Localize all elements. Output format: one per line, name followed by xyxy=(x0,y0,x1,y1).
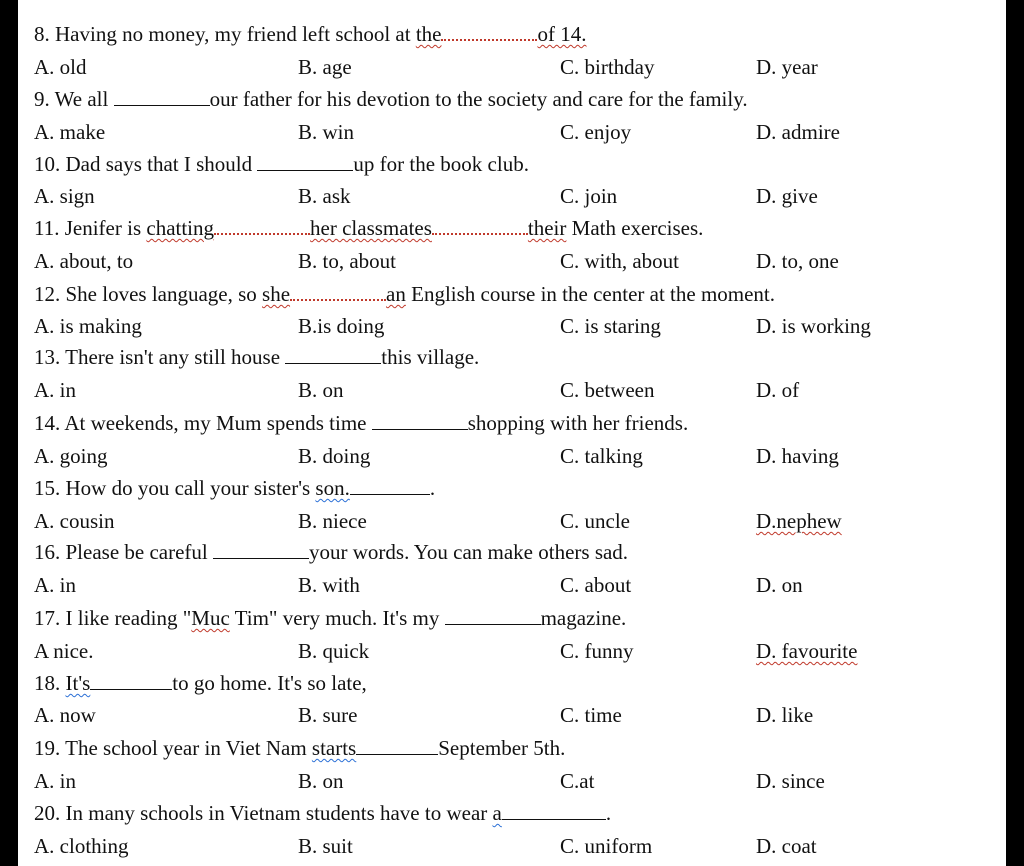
question-text: English course in the center at the moment. xyxy=(405,282,776,306)
option-c[interactable]: C. join xyxy=(560,184,618,208)
option-d[interactable]: D. give xyxy=(756,184,818,208)
option-d[interactable]: D. having xyxy=(756,444,839,468)
answer-blank[interactable] xyxy=(356,734,438,755)
option-b[interactable]: B. niece xyxy=(298,509,367,533)
option-a[interactable]: A. in xyxy=(34,378,76,402)
answer-blank[interactable] xyxy=(257,150,353,171)
options-15 xyxy=(34,505,994,537)
question-text: September 5th. xyxy=(438,736,566,760)
question-text: 19. The school year in Viet Nam xyxy=(34,736,312,760)
option-a[interactable]: A. sign xyxy=(34,184,95,208)
question-text: shopping with her friends. xyxy=(467,411,689,435)
question-text: 11. Jenifer is xyxy=(34,216,147,240)
answer-blank[interactable] xyxy=(213,538,309,559)
question-12 xyxy=(34,278,994,310)
question-16 xyxy=(34,536,994,568)
option-b[interactable]: B. to, about xyxy=(298,249,396,273)
option-a[interactable]: A. in xyxy=(34,573,76,597)
answer-blank[interactable] xyxy=(350,474,430,495)
options-19 xyxy=(34,765,994,797)
answer-blank[interactable] xyxy=(432,213,528,235)
question-text-marked: It's xyxy=(65,671,91,695)
option-b[interactable]: B. age xyxy=(298,55,352,79)
question-text: your words. You can make others sad. xyxy=(309,540,629,564)
question-11 xyxy=(34,212,994,244)
question-text: 16. Please be careful xyxy=(34,540,214,564)
question-text: this village. xyxy=(381,345,480,369)
question-text-marked: Muc xyxy=(191,606,230,630)
question-19 xyxy=(34,732,994,764)
question-text-marked: of 14. xyxy=(537,22,587,46)
question-text: 20. In many schools in Vietnam students have to wear xyxy=(34,801,493,825)
option-d[interactable]: D. since xyxy=(756,769,825,793)
option-d[interactable]: D. is working xyxy=(756,314,871,338)
question-9 xyxy=(34,83,994,115)
options-8 xyxy=(34,51,994,83)
option-d[interactable]: D. favourite xyxy=(756,639,858,663)
question-text-marked: starts xyxy=(311,736,357,760)
options-16 xyxy=(34,569,994,601)
question-15 xyxy=(34,472,994,504)
option-c[interactable]: C. funny xyxy=(560,639,634,663)
option-b[interactable]: B.is doing xyxy=(298,314,385,338)
option-c[interactable]: C. between xyxy=(560,378,655,402)
option-b[interactable]: B. on xyxy=(298,769,344,793)
option-c[interactable]: C. time xyxy=(560,703,622,727)
option-d[interactable]: D. of xyxy=(756,378,800,402)
question-text: 13. There isn't any still house xyxy=(34,345,286,369)
question-13 xyxy=(34,341,994,373)
option-b[interactable]: B. with xyxy=(298,573,360,597)
question-text-marked: she xyxy=(262,282,291,306)
question-text: Tim" very much. It's my xyxy=(229,606,445,630)
options-18 xyxy=(34,699,994,731)
question-text: 17. I like reading " xyxy=(34,606,192,630)
answer-blank[interactable] xyxy=(441,19,537,41)
question-text-marked: their xyxy=(527,216,567,240)
option-a[interactable]: A. going xyxy=(34,444,108,468)
question-17 xyxy=(34,602,994,634)
answer-blank[interactable] xyxy=(114,85,210,106)
option-c[interactable]: C. about xyxy=(560,573,632,597)
question-text: 10. Dad says that I should xyxy=(34,152,258,176)
question-text: 8. Having no money, my friend left school at xyxy=(34,22,416,46)
option-c[interactable]: C. uniform xyxy=(560,834,653,858)
option-d[interactable]: D. year xyxy=(756,55,818,79)
options-13 xyxy=(34,374,994,406)
question-text: . xyxy=(605,801,612,825)
options-9 xyxy=(34,116,994,148)
option-c[interactable]: C. with, about xyxy=(560,249,679,273)
answer-blank[interactable] xyxy=(90,669,172,690)
question-10 xyxy=(34,148,994,180)
question-text: 14. At weekends, my Mum spends time xyxy=(34,411,372,435)
options-10 xyxy=(34,180,994,212)
option-b[interactable]: B. on xyxy=(298,378,344,402)
question-8 xyxy=(34,18,994,50)
option-c[interactable]: C. enjoy xyxy=(560,120,632,144)
option-a[interactable]: A. cousin xyxy=(34,509,115,533)
option-b[interactable]: B. suit xyxy=(298,834,353,858)
option-b[interactable]: B. ask xyxy=(298,184,351,208)
option-a[interactable]: A. make xyxy=(34,120,106,144)
question-text-marked: a xyxy=(492,801,502,825)
option-d[interactable]: D.nephew xyxy=(756,509,842,533)
question-text-marked: the xyxy=(415,22,442,46)
question-text: 12. She loves language, so xyxy=(34,282,263,306)
answer-blank[interactable] xyxy=(372,409,468,430)
question-text-marked: an xyxy=(386,282,406,306)
question-text: Math exercises. xyxy=(566,216,704,240)
options-12 xyxy=(34,310,994,342)
option-c[interactable]: C.at xyxy=(560,769,595,793)
option-c[interactable]: C. is staring xyxy=(560,314,661,338)
option-d[interactable]: D. admire xyxy=(756,120,840,144)
options-14 xyxy=(34,440,994,472)
question-text: 15. How do you call your sister's xyxy=(34,476,316,500)
question-text: 18. xyxy=(34,671,66,695)
question-text: up for the book club. xyxy=(353,152,529,176)
options-20 xyxy=(34,830,994,862)
option-c[interactable]: C. uncle xyxy=(560,509,630,533)
question-14 xyxy=(34,407,994,439)
question-text-marked: her classmates xyxy=(310,216,432,240)
answer-blank[interactable] xyxy=(214,213,310,235)
option-d[interactable]: D. like xyxy=(756,703,814,727)
option-a[interactable]: A. about, to xyxy=(34,249,134,273)
answer-blank[interactable] xyxy=(290,279,386,301)
question-20 xyxy=(34,797,994,829)
question-text-marked: chatting xyxy=(146,216,215,240)
option-b[interactable]: B. quick xyxy=(298,639,370,663)
options-17 xyxy=(34,635,994,667)
option-a[interactable]: A. in xyxy=(34,769,76,793)
answer-blank[interactable] xyxy=(445,604,541,625)
question-18 xyxy=(34,667,994,699)
option-a[interactable]: A. now xyxy=(34,703,96,727)
question-text-marked: son. xyxy=(315,476,350,500)
option-d[interactable]: D. coat xyxy=(756,834,817,858)
question-text: . xyxy=(429,476,436,500)
option-a[interactable]: A. clothing xyxy=(34,834,129,858)
option-d[interactable]: D. to, one xyxy=(756,249,839,273)
option-d[interactable]: D. on xyxy=(756,573,803,597)
question-text: magazine. xyxy=(540,606,627,630)
answer-blank[interactable] xyxy=(502,799,606,820)
option-a[interactable]: A nice. xyxy=(34,639,94,663)
option-c[interactable]: C. talking xyxy=(560,444,643,468)
option-b[interactable]: B. sure xyxy=(298,703,358,727)
answer-blank[interactable] xyxy=(285,343,381,364)
option-a[interactable]: A. is making xyxy=(34,314,142,338)
options-11 xyxy=(34,245,994,277)
question-text: our father for his devotion to the society and care for the family. xyxy=(209,87,748,111)
option-c[interactable]: C. birthday xyxy=(560,55,655,79)
option-b[interactable]: B. doing xyxy=(298,444,371,468)
question-text: to go home. It's so late, xyxy=(172,671,367,695)
option-b[interactable]: B. win xyxy=(298,120,355,144)
worksheet-page xyxy=(18,0,1006,866)
question-text: 9. We all xyxy=(34,87,114,111)
option-a[interactable]: A. old xyxy=(34,55,87,79)
